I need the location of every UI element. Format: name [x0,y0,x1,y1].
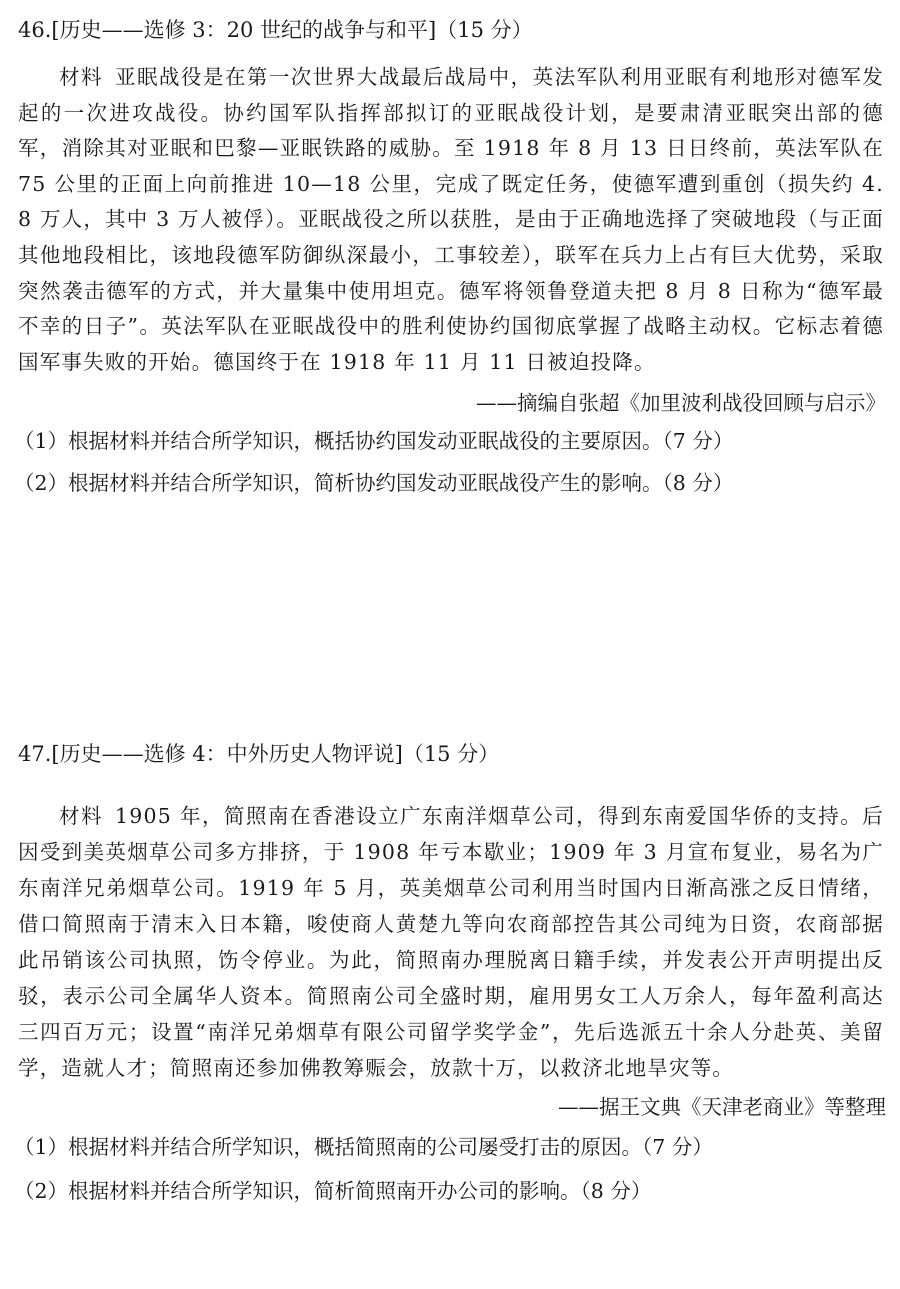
question-47-heading: 47.[历史——选修 4：中外历史人物评说]（15 分） [18,742,500,766]
question-47-material [18,798,884,1086]
question-47 [0,738,900,1208]
question-46-sub-1: （1）根据材料并结合所学知识，概括协约国发动亚眠战役的主要原因。（7 分） [14,429,734,454]
material-text: 亚眠战役是在第一次世界大战最后战局中，英法军队利用亚眠有利地形对德军发起的一次进攻战役。协约国军队指挥部拟订的亚眠战役计划，是要肃清亚眠突出部的德军，消除其对亚眠和巴黎—亚眠铁路的威胁。至 1918 年 8 月 13 日日终前，英法军队在 75 公里的正面上向前推进 10—18 公里，完成了既定任务，使德军遭到重创（损失约 4.8 万人，其中 3 万人被俘）。亚眠战役之所以获胜，是由于正确地选择了突破地段（与正面其他地段相比，该地段德军防御纵深最小，工事较差），联军在兵力上占有巨大优势，采取突然袭击德军的方式，并大量集中使用坦克。德军将领鲁登道夫把 8 月 8 日称为“德军最不幸的日子”。英法军队在亚眠战役中的胜利使协约国彻底掌握了战略主动权。它标志着德国军事失败的开始。德国终于在 1918 年 11 月 11 日被迫投降。 [18,65,884,374]
question-46-source: ——摘编自张超《加里波利战役回顾与启示》 [476,391,886,416]
material-label: 材料 [59,804,104,828]
question-46-material [18,60,884,380]
question-47-source: ——据王文典《天津老商业》等整理 [558,1095,886,1119]
material-text: 1905 年，简照南在香港设立广东南洋烟草公司，得到东南爱国华侨的支持。后因受到美英烟草公司多方排挤，于 1908 年亏本歇业；1909 年 3 月宣布复业，易名为广东南洋兄弟烟草公司。1919 年 5 月，英美烟草公司利用当时国内日渐高涨之反日情绪，借口简照南于清末入日本籍，唆使商人黄楚九等向农商部控告其公司纯为日资，农商部据此吊销该公司执照，饬令停业。为此，简照南办理脱离日籍手续，并发表公开声明提出反驳，表示公司全属华人资本。简照南公司全盛时期，雇用男女工人万余人，每年盈利高达三四百万元；设置“南洋兄弟烟草有限公司留学奖学金”，先后选派五十余人分赴英、美留学，造就人才；简照南还参加佛教筹赈会，放款十万，以救济北地旱灾等。 [18,804,884,1080]
question-47-sub-1: （1）根据材料并结合所学知识，概括简照南的公司屡受打击的原因。（7 分） [14,1135,713,1159]
material-label: 材料 [59,65,103,89]
question-47-sub-2: （2）根据材料并结合所学知识，简析简照南开办公司的影响。（8 分） [14,1179,652,1203]
question-46 [0,14,900,500]
question-46-sub-2: （2）根据材料并结合所学知识，简析协约国发动亚眠战役产生的影响。（8 分） [14,471,734,496]
question-46-heading: 46.[历史——选修 3：20 世纪的战争与和平]（15 分） [18,18,533,42]
